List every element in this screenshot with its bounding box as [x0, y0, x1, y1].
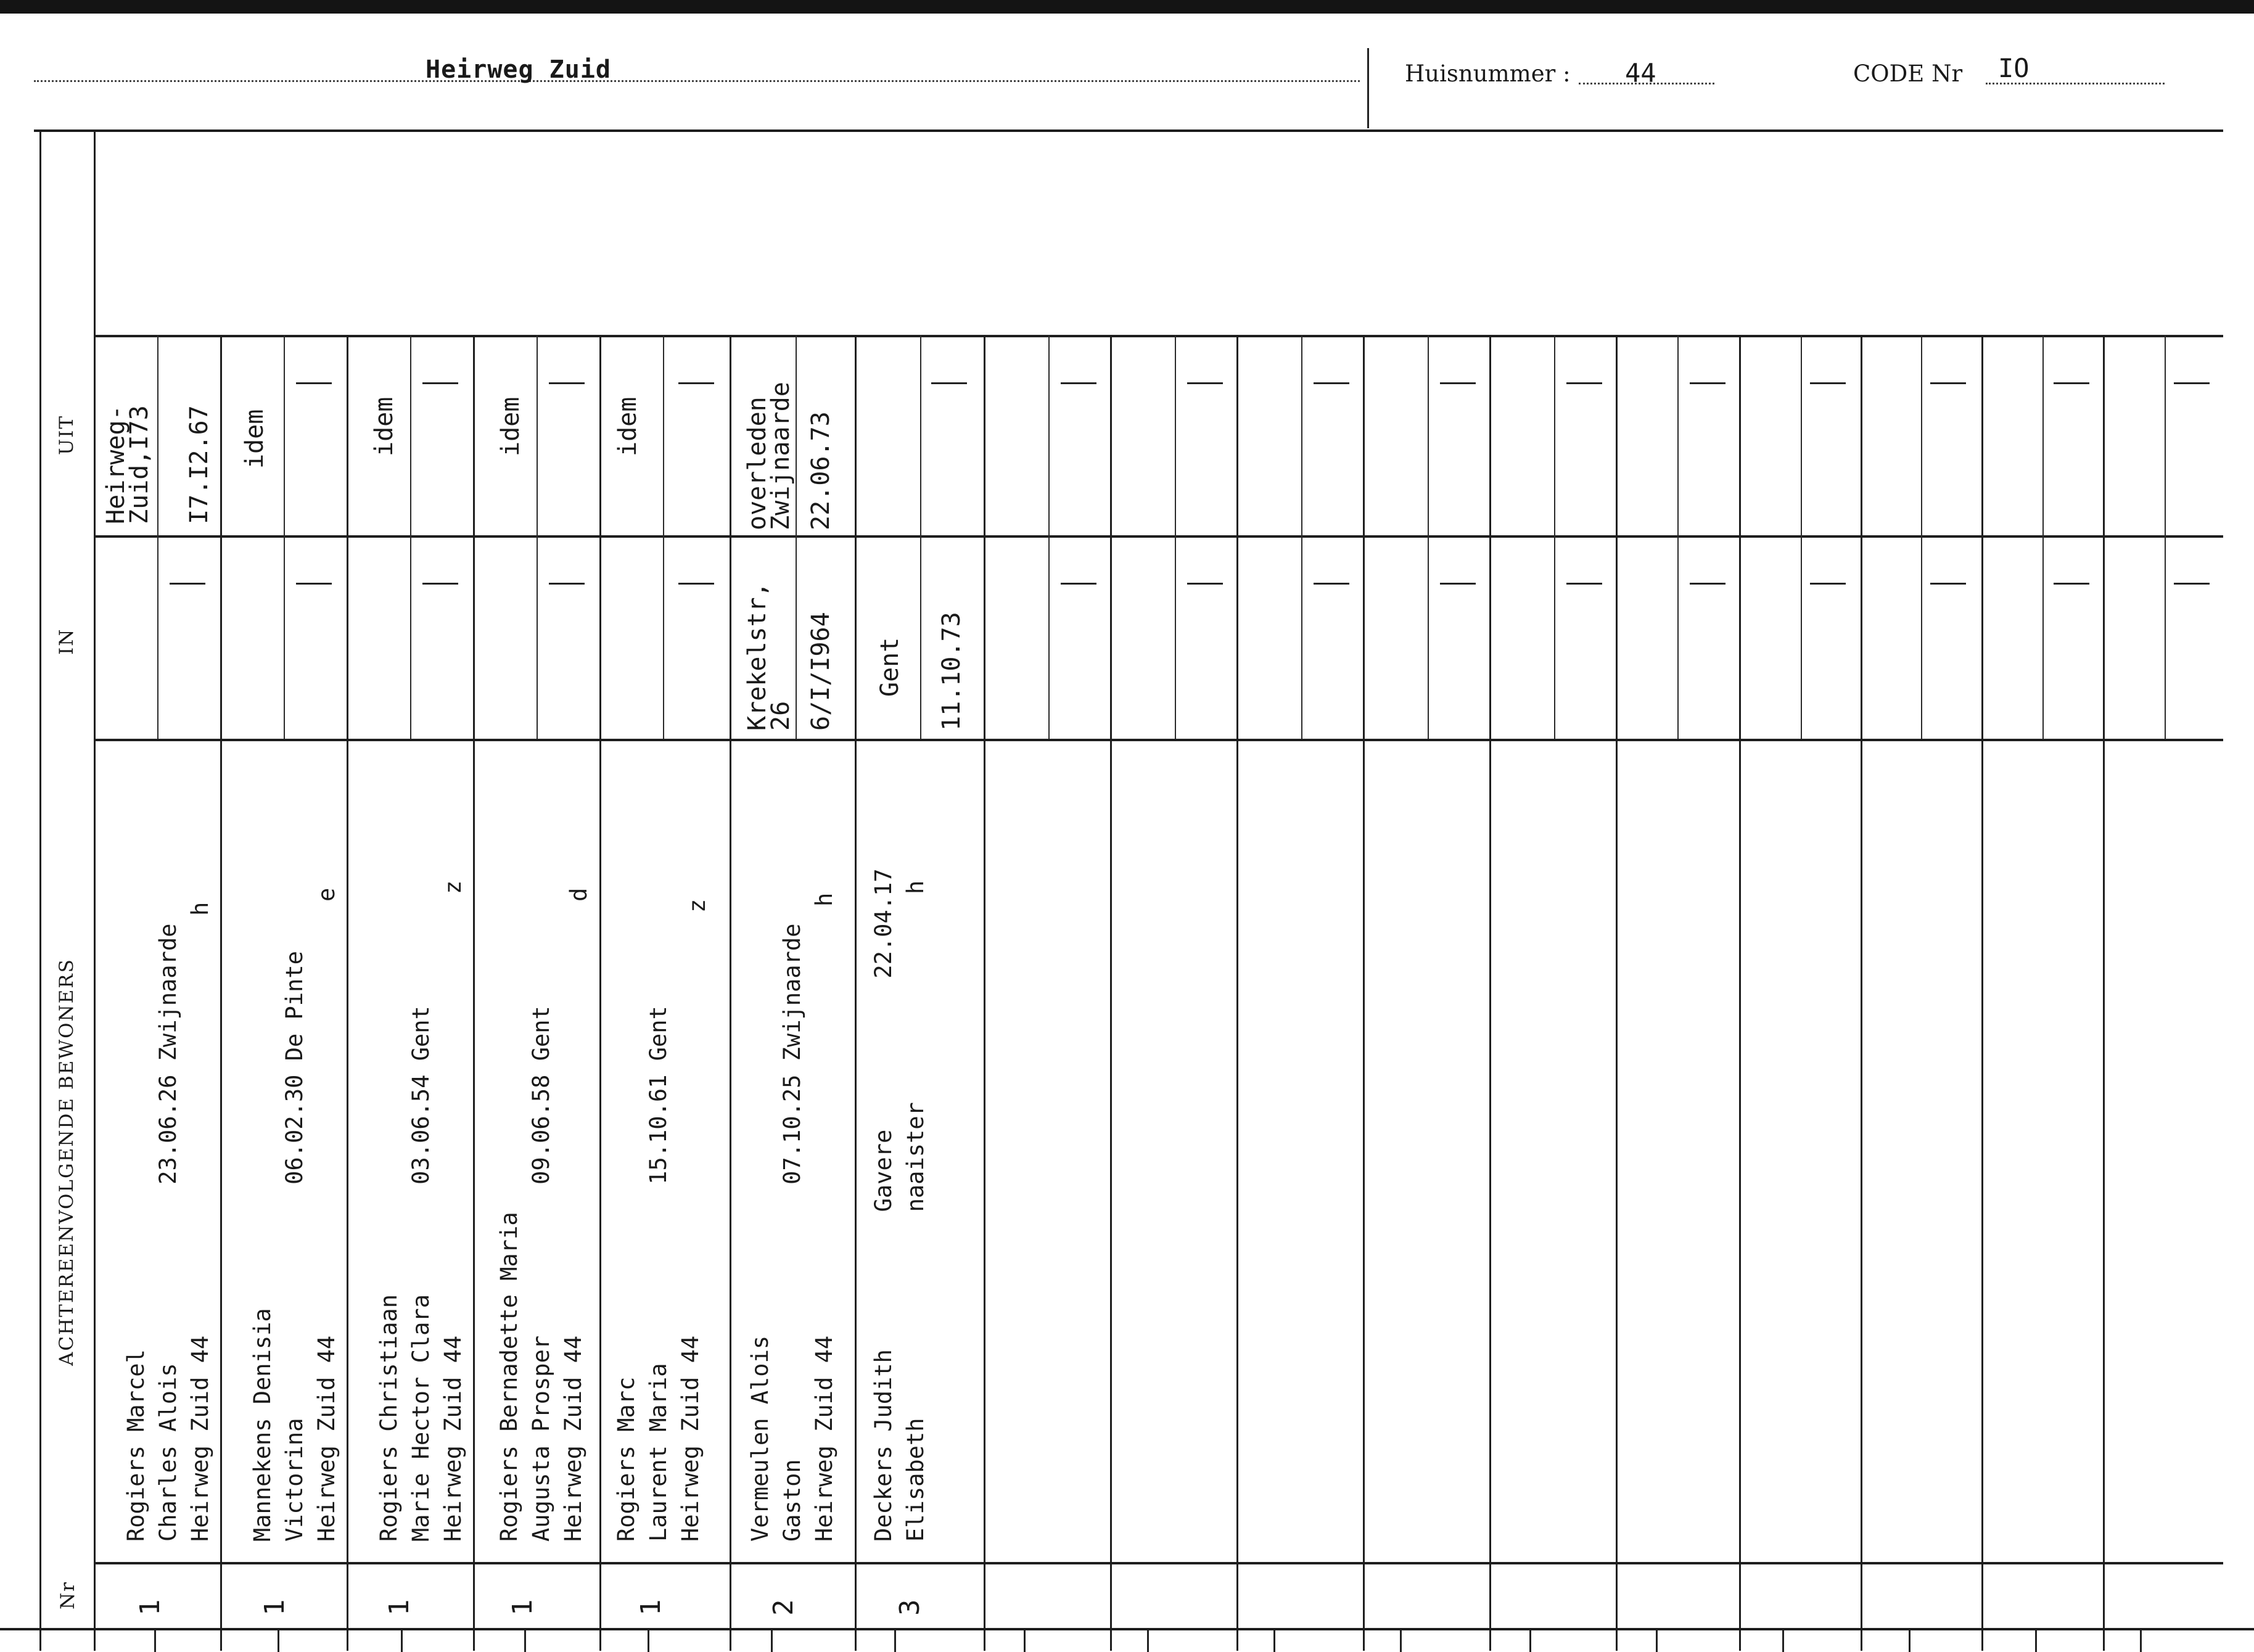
rule-nr-top: [96, 1562, 2223, 1564]
resident-line: Heirweg Zuid 44: [811, 1335, 837, 1542]
status-mark: e: [313, 887, 340, 902]
column-divider: [473, 335, 475, 1651]
uit-text: Zuid,I73: [125, 405, 154, 524]
empty-dash: [1566, 583, 1602, 585]
bottom-tick: [2140, 1630, 2142, 1652]
uit-date: 22.06.73: [807, 411, 835, 530]
entry-number: 1: [134, 1599, 166, 1616]
uit-text: idem: [496, 397, 525, 456]
street-name: Heirweg Zuid: [426, 55, 611, 84]
status-mark: h: [811, 892, 837, 906]
resident-line: Rogiers Marcel: [123, 1349, 149, 1542]
resident-line: Mannekens Denisia: [249, 1308, 276, 1542]
resident-line: Heirweg Zuid 44: [313, 1335, 340, 1542]
bottom-tick: [1400, 1630, 1402, 1652]
empty-dash: [1187, 382, 1223, 384]
code-number: IO: [1998, 53, 2030, 83]
status-mark: d: [566, 887, 592, 902]
column-divider: [1236, 335, 1238, 1651]
empty-dash: [1061, 583, 1096, 585]
uit-text: idem: [370, 397, 398, 456]
subcell-divider: [1554, 335, 1555, 739]
house-number: 44: [1625, 58, 1656, 88]
nr-section-label: Nr: [57, 1581, 79, 1609]
uit-date: I7.I2.67: [185, 405, 213, 524]
status-mark: z: [684, 898, 710, 913]
empty-dash: [1061, 382, 1096, 384]
residents-section-label: ACHTEREENVOLGENDE BEWONERS: [56, 958, 78, 1366]
empty-dash: [549, 583, 585, 585]
in-section-label: IN: [56, 628, 78, 655]
resident-line: Charles Alois 23.06.26 Zwijnaarde: [155, 923, 181, 1542]
resident-line: Deckers Judith Gavere 22.04.17: [870, 868, 897, 1542]
uit-section-label: UIT: [56, 414, 78, 455]
empty-dash: [1566, 382, 1602, 384]
in-text: Gent: [876, 637, 904, 697]
column-divider: [730, 335, 731, 1651]
entry-number: 1: [507, 1599, 538, 1616]
empty-dash: [1314, 382, 1349, 384]
resident-line: Heirweg Zuid 44: [440, 1335, 466, 1542]
empty-dash: [170, 583, 205, 585]
empty-dash: [549, 382, 585, 384]
column-divider: [1616, 335, 1618, 1651]
street-dotline: [34, 80, 1360, 82]
resident-line: Victorina 06.02.30 De Pinte: [281, 951, 308, 1542]
bottom-tick: [1909, 1630, 1911, 1652]
in-date: 6/I/I964: [807, 612, 835, 731]
empty-dash: [931, 382, 967, 384]
column-divider: [1489, 335, 1491, 1651]
resident-line: Gaston 07.10.25 Zwijnaarde: [779, 923, 805, 1542]
bottom-tick: [771, 1630, 773, 1652]
bottom-tick: [894, 1630, 896, 1652]
resident-line: Marie Hector Clara 03.06.54 Gent: [408, 1006, 434, 1542]
subcell-divider: [663, 335, 664, 739]
entry-number: 3: [894, 1599, 926, 1616]
subcell-divider: [1677, 335, 1679, 739]
empty-dash: [1930, 583, 1966, 585]
house-number-label: Huisnummer :: [1405, 60, 1571, 87]
empty-dash: [1810, 382, 1846, 384]
frame-top: [34, 129, 2223, 132]
subcell-divider: [2165, 335, 2166, 739]
empty-dash: [1314, 583, 1349, 585]
frame-left: [39, 129, 41, 1651]
empty-dash: [296, 583, 332, 585]
bottom-tick: [1273, 1630, 1275, 1652]
uit-text: overleden: [743, 397, 771, 530]
label-column-divider: [94, 129, 96, 1651]
column-divider: [220, 335, 222, 1651]
column-divider: [1110, 335, 1112, 1651]
empty-dash: [1690, 583, 1725, 585]
empty-dash: [422, 382, 458, 384]
resident-line: Rogiers Bernadette Maria: [496, 1212, 522, 1542]
bottom-tick: [1147, 1630, 1149, 1652]
bottom-tick: [1529, 1630, 1531, 1652]
resident-line: Heirweg Zuid 44: [677, 1335, 704, 1542]
uit-text: Zwijnaarde: [767, 382, 795, 530]
bottom-tick: [154, 1630, 156, 1652]
bottom-tick: [1782, 1630, 1784, 1652]
status-mark: h: [902, 880, 929, 894]
empty-dash: [2174, 382, 2210, 384]
resident-line: Vermeulen Alois: [747, 1335, 773, 1542]
empty-dash: [1440, 382, 1476, 384]
resident-line: Heirweg Zuid 44: [187, 1335, 213, 1542]
subcell-divider: [537, 335, 538, 739]
column-divider: [1981, 335, 1983, 1651]
resident-line: Rogiers Marc: [613, 1376, 640, 1542]
header-divider: [1367, 48, 1369, 128]
subcell-divider: [1301, 335, 1302, 739]
bottom-tick: [648, 1630, 649, 1652]
code-label: CODE Nr: [1853, 60, 1963, 87]
resident-line: Laurent Maria 15.10.61 Gent: [645, 1006, 672, 1542]
subcell-divider: [1801, 335, 1802, 739]
column-divider: [2103, 335, 2105, 1651]
bottom-tick: [401, 1630, 403, 1652]
empty-dash: [1810, 583, 1846, 585]
status-mark: z: [440, 880, 466, 894]
in-text: 26: [767, 701, 795, 731]
frame-bottom: [0, 1628, 2254, 1630]
subcell-divider: [920, 335, 921, 739]
rule-uit-top: [96, 335, 2223, 337]
resident-line: Elisabeth naaister: [902, 1102, 929, 1542]
resident-line: Augusta Prosper 09.06.58 Gent: [528, 1006, 554, 1542]
entry-number: 1: [259, 1599, 290, 1616]
bottom-tick: [278, 1630, 279, 1652]
empty-dash: [1690, 382, 1725, 384]
column-divider: [855, 335, 857, 1651]
column-divider: [1739, 335, 1741, 1651]
column-divider: [347, 335, 348, 1651]
empty-dash: [678, 583, 714, 585]
empty-dash: [2054, 382, 2089, 384]
subcell-divider: [410, 335, 411, 739]
bottom-tick: [2035, 1630, 2037, 1652]
resident-line: Rogiers Christiaan: [376, 1294, 402, 1542]
entry-number: 1: [635, 1599, 667, 1616]
resident-line: Heirweg Zuid 44: [560, 1335, 586, 1542]
column-divider: [1861, 335, 1862, 1651]
entry-number: 2: [768, 1599, 799, 1616]
in-date: 11.10.73: [937, 612, 966, 731]
empty-dash: [2054, 583, 2089, 585]
column-divider: [1363, 335, 1365, 1651]
bottom-tick: [1024, 1630, 1026, 1652]
empty-dash: [2174, 583, 2210, 585]
column-divider: [984, 335, 985, 1651]
bottom-tick: [524, 1630, 526, 1652]
uit-text: idem: [614, 397, 642, 456]
subcell-divider: [157, 335, 158, 739]
uit-text: Heirweg-: [102, 405, 130, 524]
empty-dash: [678, 382, 714, 384]
subcell-divider: [1048, 335, 1050, 739]
column-divider: [599, 335, 601, 1651]
empty-dash: [1187, 583, 1223, 585]
empty-dash: [296, 382, 332, 384]
subcell-divider: [284, 335, 285, 739]
in-text: Krekelstr,: [743, 582, 771, 731]
empty-dash: [422, 583, 458, 585]
subcell-divider: [796, 335, 797, 739]
empty-dash: [1440, 583, 1476, 585]
status-mark: h: [187, 902, 213, 916]
subcell-divider: [1921, 335, 1922, 739]
bottom-tick: [1656, 1630, 1658, 1652]
subcell-divider: [1175, 335, 1176, 739]
rule-residents-top: [96, 739, 2223, 741]
entry-number: 1: [384, 1599, 415, 1616]
empty-dash: [1930, 382, 1966, 384]
rule-in-top: [96, 535, 2223, 538]
subcell-divider: [1428, 335, 1429, 739]
subcell-divider: [2042, 335, 2044, 739]
scan-top-edge: [0, 0, 2254, 14]
uit-text: idem: [241, 409, 269, 469]
